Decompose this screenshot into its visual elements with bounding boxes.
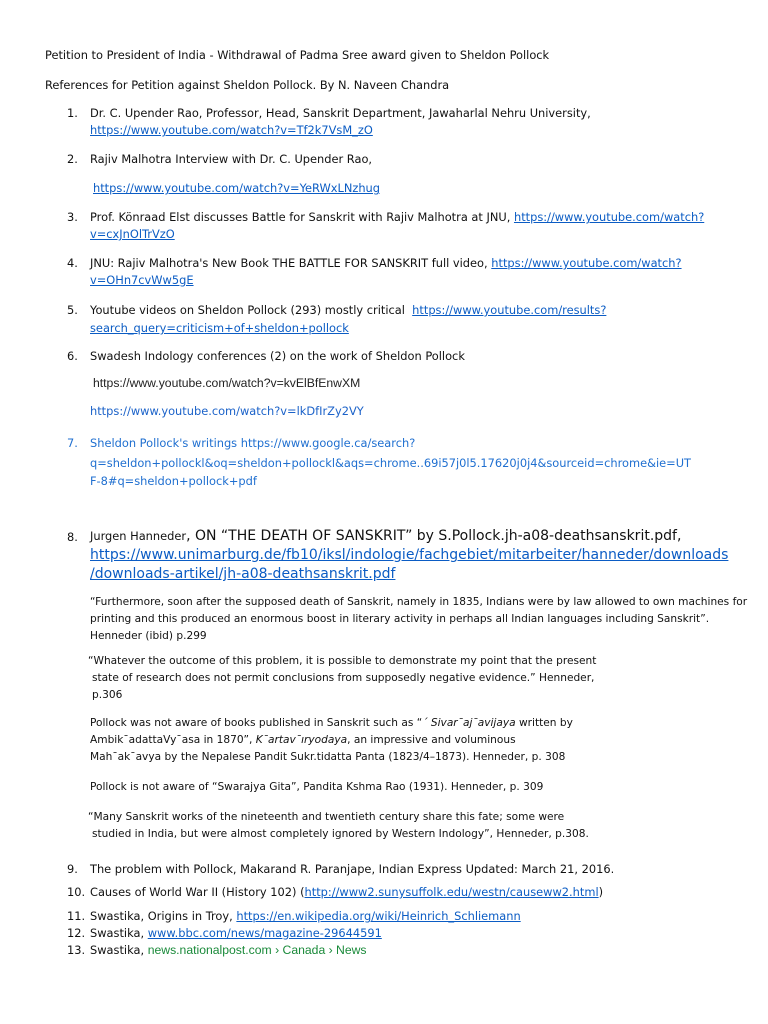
reference-link[interactable]: https://www.youtube.com/watch?v=YeRWxLNzhug [93, 181, 380, 195]
item-number: 6. [67, 349, 78, 363]
quote-line: Pollock is not aware of “Swarajya Gita”, Pandita Kshma Rao (1931). Henneder, p. 309 [90, 781, 544, 793]
item-text: Swadesh Indology conferences (2) on the work of Sheldon Pollock [90, 349, 465, 363]
item-text: Rajiv Malhotra Interview with Dr. C. Upender Rao, [90, 152, 373, 166]
reference-link-continued[interactable]: search_query=criticism+of+sheldon+pollock [90, 321, 349, 335]
item-text: Prof. Könraad Elst discusses Battle for Sanskrit with Rajiv Malhotra at JNU, [90, 210, 511, 224]
reference-link[interactable]: https://en.wikipedia.org/wiki/Heinrich_Schliemann [236, 909, 521, 923]
item-number: 12. [67, 926, 86, 940]
quote-line: “Furthermore, soon after the supposed death of Sanskrit, namely in 1835, Indians were by law allowed to own machines for [90, 596, 748, 608]
item-text: Swastika, [90, 926, 145, 940]
item-number: 9. [67, 862, 78, 876]
reference-link[interactable]: https://www.youtube.com/watch? [491, 256, 682, 270]
list-item: Causes of World War II (History 102) (http://www2.sunysuffolk.edu/westn/causeww2.html) [90, 885, 604, 899]
list-item [90, 942, 367, 959]
item-text: Youtube videos on Sheldon Pollock (293) mostly critical [90, 303, 405, 317]
item-number: 2. [67, 152, 78, 166]
quote-line: Pollock was not aware of books published in Sanskrit such as “´ Sivar¯aj¯avijaya written by [90, 717, 573, 729]
item-text: Sheldon Pollock's writings https://www.google.ca/search? [90, 436, 416, 450]
quote-line: “Whatever the outcome of this problem, it is possible to demonstrate my point that the present [88, 655, 597, 667]
quote-line: state of research does not permit conclusions from supposedly negative evidence.” Henneder, [92, 672, 595, 684]
item-text-continued: F-8#q=sheldon+pollock+pdf [90, 474, 257, 488]
reference-link[interactable]: https://www.youtube.com/watch?v=Tf2k7VsM_zO [90, 123, 373, 137]
youtube-link-1[interactable]: https://www.youtube.com/watch?v=kvElBfEnwXM [93, 376, 361, 390]
quote-line: Henneder (ibid) p.299 [90, 630, 207, 642]
reference-link[interactable]: https://www.unimarburg.de/fb10/iksl/indologie/fachgebiet/mitarbeiter/hanneder/downloads [90, 547, 729, 563]
item-text: , ON “THE DEATH OF SANSKRIT” by S.Pollock.jh-a08-deathsanskrit.pdf, [186, 528, 682, 544]
reference-link[interactable]: www.bbc.com/news/magazine-29644591 [147, 926, 382, 940]
quote-line: studied in India, but were almost completely ignored by Western Indology”, Henneder, p.308. [92, 828, 589, 840]
list-item [90, 302, 606, 319]
author-name: Jurgen Hanneder [90, 529, 187, 543]
item-number: 8. [67, 530, 78, 544]
reference-link-continued[interactable]: v=OHn7cvWw5gE [90, 273, 194, 287]
item-number: 3. [67, 210, 78, 224]
list-item [67, 105, 78, 122]
quote-line: Mah¯ak¯avya by the Nepalese Pandit Sukr.tidatta Panta (1823/4–1873). Henneder, p. 308 [90, 751, 566, 763]
list-item [90, 209, 704, 226]
list-item [90, 925, 382, 942]
item-number: 13. [67, 943, 86, 957]
quote-line: “Many Sanskrit works of the nineteenth and twentieth century share this fate; some were [88, 811, 565, 823]
reference-link-continued[interactable]: v=cxJnOlTrVzO [90, 227, 175, 241]
page-subtitle: References for Petition against Sheldon Pollock. By N. Naveen Chandra [45, 78, 450, 92]
item-number: 5. [67, 303, 78, 317]
item-text-continued: q=sheldon+pollockl&oq=sheldon+pollockl&aqs=chrome..69i57j0l5.17620j0j4&sourceid=chrome&ie=UT [90, 456, 692, 470]
reference-link[interactable]: http://www2.sunysuffolk.edu/westn/causeww2.html [304, 885, 599, 899]
item-number: 4. [67, 256, 78, 270]
item-text: JNU: Rajiv Malhotra's New Book THE BATTLE FOR SANSKRIT full video, [90, 256, 488, 270]
quote-line: printing and this produced an enormous boost in literary activity in perhaps all Indian languages including Sanskrit”. [90, 613, 710, 625]
breadcrumb-link[interactable]: news.nationalpost.com › Canada › News [147, 943, 367, 957]
item-text: Causes of World War II (History 102) ( [90, 885, 305, 899]
list-item [90, 255, 682, 272]
quote-line: Ambik¯adattaVy¯asa in 1870”, K¯artav¯ıryodaya, an impressive and voluminous [90, 734, 516, 746]
item-number: 7. [67, 436, 78, 450]
list-item [90, 528, 681, 545]
youtube-link-2[interactable]: https://www.youtube.com/watch?v=lkDfIrZy2VY [90, 404, 364, 418]
item-text: Dr. C. Upender Rao, Professor, Head, Sanskrit Department, Jawaharlal Nehru University, [90, 106, 591, 120]
item-text: The problem with Pollock, Makarand R. Paranjape, Indian Express Updated: March 21, 2016. [90, 862, 615, 876]
page-title: Petition to President of India - Withdrawal of Padma Sree award given to Sheldon Pollock [45, 48, 550, 62]
quote-line: p.306 [92, 689, 123, 701]
item-number: 1. [67, 106, 78, 120]
reference-link[interactable]: https://www.youtube.com/results? [412, 303, 607, 317]
reference-link-continued[interactable]: /downloads-artikel/jh-a08-deathsanskrit.pdf [90, 566, 396, 582]
item-number: 10. [67, 885, 86, 899]
list-item [90, 908, 521, 925]
reference-link[interactable]: https://www.youtube.com/watch? [513, 210, 705, 224]
item-text: Swastika, [90, 943, 145, 957]
item-text: Swastika, Origins in Troy, [90, 909, 233, 923]
item-number: 11. [67, 909, 86, 923]
